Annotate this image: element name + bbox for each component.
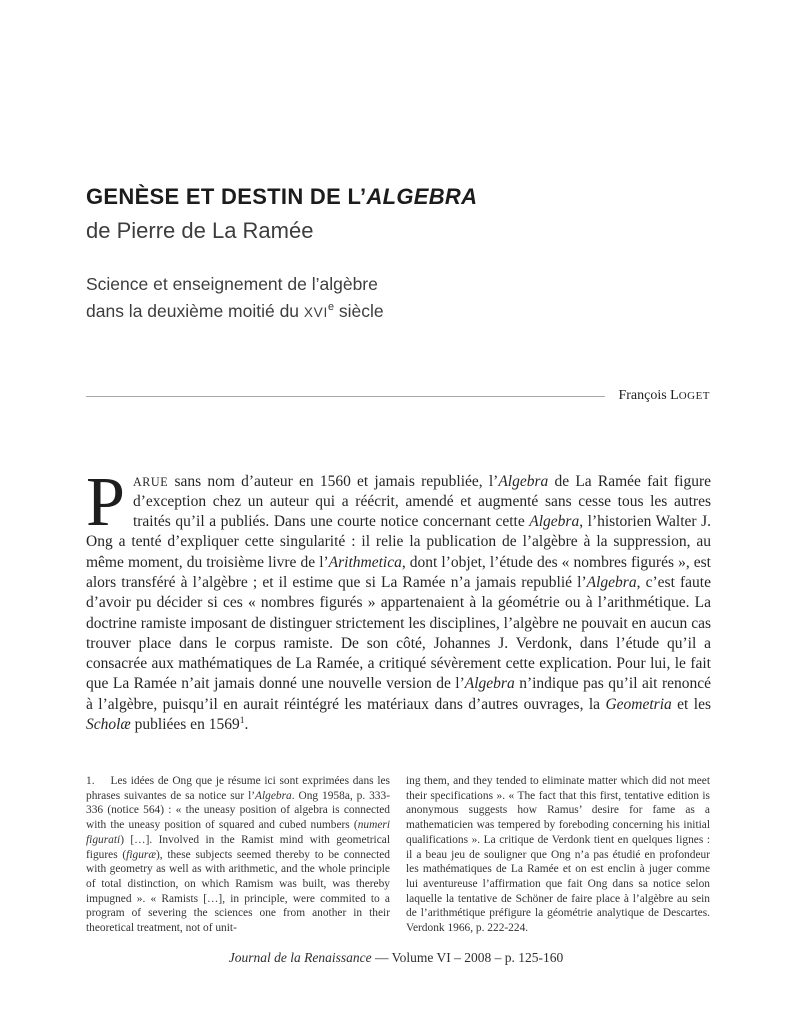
drop-cap: P [86, 463, 125, 541]
footnote-text-left: Les idées de Ong que je résume ici sont exprimées dans les phrases suivantes de sa notice sur l’Algebra. Ong 1958a, p. 333-336 (notice 564) : « the uneasy position of algebra is connected with the uneasy position of squared and cubed numbers (numeri figurati) […]. Involved in the Ramist mind with geometrical figures (figuræ), these subjects seemed thereby to be connected with geometry as well as with arithmetic, and the whole principle of total distinction, on which Ramism was built, was thereby impugned ». « Ramists […], in principle, were commited to a program of severing the sciences one from another in their theoretical treatment, not of unit- [86, 775, 390, 935]
author-name: François LOGET [618, 388, 710, 403]
article-title: GENÈSE ET DESTIN DE L’ALGEBRA [86, 184, 478, 209]
subtitle-line-1: Science et enseignement de l’algèbre [86, 274, 378, 294]
footnote-column-left [86, 774, 390, 936]
author-rule [86, 396, 605, 397]
footnote-text-right: ing them, and they tended to eliminate matter which did not meet their specifications ». « The fact that this first, tentative edition is anonymous suggests how Ramus’ desire for fame as a mathematicien was tempered by foreboding concerning his initial qualifications ». La critique de Verdonk tient en quelques lignes : il a beau jeu de souligner que Ong n’a pas étudié en profondeur les mathématiques de La Ramée et on est enclin à juger comme lui aventureuse l’affirmation que fait Ong dans sa notice selon laquelle la tentative de Schöner de faire place à l’algèbre au sein de l’arithmétique préfigure la géométrie analytique de Descartes. Verdonk 1966, p. 222-224. [406, 775, 710, 935]
footnote-column-right [406, 774, 710, 936]
article-header [86, 184, 716, 244]
lead-paragraph [86, 463, 712, 736]
footnotes-section [86, 774, 710, 936]
footnote-number: 1. [86, 775, 95, 787]
author-row [86, 388, 710, 404]
subtitle-line-2: dans la deuxième moitié du XVIe siècle [86, 301, 384, 321]
article-subtitle [86, 271, 716, 326]
journal-footer: Journal de la Renaissance — Volume VI – 2008 – p. 125-160 [228, 950, 564, 965]
lead-paragraph-text: ARUE sans nom d’auteur en 1560 et jamais republiée, l’Algebra de La Ramée fait figure d’exception chez un auteur qui a réécrit, amendé et augmenté sans cesse tous les autres traités qu’il a publiés. Dans une courte notice concernant cette Algebra, l’historien Walter J. Ong a tenté d’expliquer cette singularité : il relie la publication de l’algèbre à la suppression, au même moment, du troisième livre de l’Arithmetica, dont l’objet, l’étude des « nombres figurés », est alors transféré à l’algèbre ; et il estime que si La Ramée n’a jamais republié l’Algebra, c’est faute d’avoir pu décider si ces « nombres figurés » appartenaient à la géométrie ou à l’arithmétique. La doctrine ramiste imposant de distinguer strictement les disciplines, l’algèbre ne pouvait en aucun cas trouver place dans le corpus ramiste. De son côté, Johannes J. Verdonk, dans l’étude qu’il a consacrée aux mathématiques de La Ramée, a critiqué sévèrement cette explication. Pour lui, le fait que La Ramée n’ait jamais donné une nouvelle version de l’Algebra n’indique pas qu’il ait renoncé à l’algèbre, puisqu’il en aurait réintégré les matériaux dans d’autres ouvrages, la Geometria et les Scholæ publiées en 1569$^1$. [86, 472, 712, 734]
article-title-author-subject: de Pierre de La Ramée [86, 218, 314, 243]
